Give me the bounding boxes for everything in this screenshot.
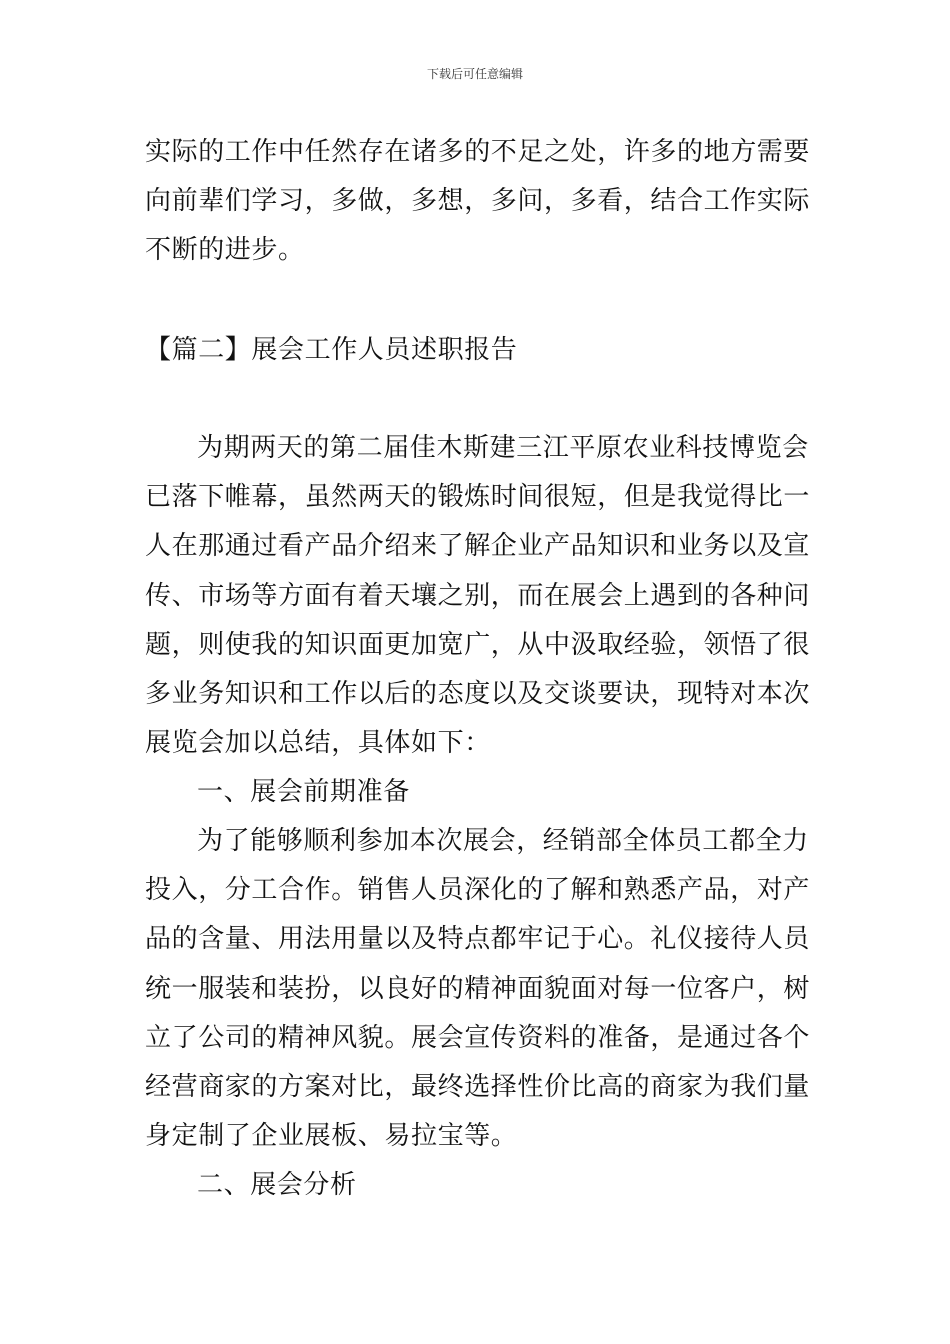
intro-paragraph: 为期两天的第二届佳木斯建三江平原农业科技博览会已落下帷幕，虽然两天的锻炼时间很短，但是我觉得比一人在那通过看产品介绍来了解企业产品知识和业务以及宣传、市场等方面有着天壤之别，而在展会上遇到的各种问题，则使我的知识面更加宽广，从中汲取经验，领悟了很多业务知识和工作以后的态度以及交谈要诀，现特对本次展览会加以总结，具体如下： [145,433,811,759]
section-title: 【篇二】展会工作人员述职报告 [145,335,518,365]
continuation-paragraph: 实际的工作中任然存在诸多的不足之处，许多的地方需要向前辈们学习，多做，多想，多问，多看，结合工作实际不断的进步。 [145,137,811,266]
preparation-paragraph: 为了能够顺利参加本次展会，经销部全体员工都全力投入，分工合作。销售人员深化的了解和熟悉产品，对产品的含量、用法用量以及特点都牢记于心。礼仪接待人员统一服装和装扮，以良好的精神面貌面对每一位客户，树立了公司的精神风貌。展会宣传资料的准备，是通过各个经营商家的方案对比，最终选择性价比高的商家为我们量身定制了企业展板、易拉宝等。 [145,826,811,1152]
heading-preparation: 一、展会前期准备 [197,777,410,807]
heading-analysis: 二、展会分析 [197,1170,357,1200]
page-header-note: 下载后可任意编辑 [426,67,523,81]
